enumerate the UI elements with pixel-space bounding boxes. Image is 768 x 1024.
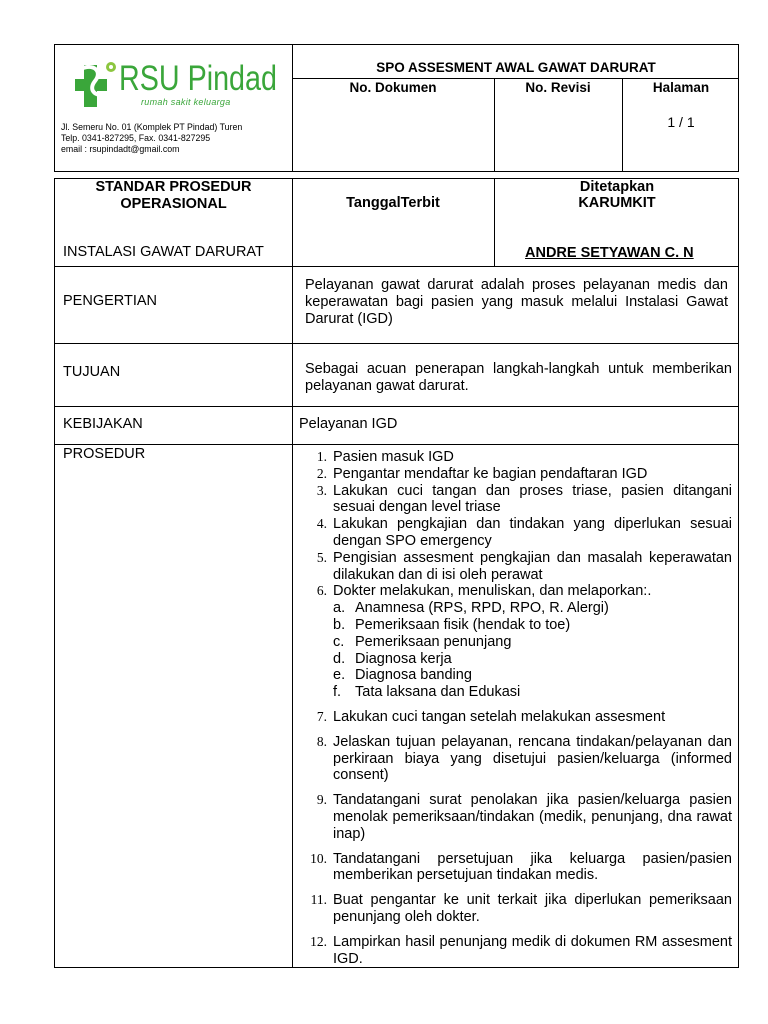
sub-list-item	[333, 651, 732, 668]
divider	[55, 266, 738, 267]
item-text: Buat pengantar ke unit terkait jika diperlukan pemeriksaan penunjang oleh dokter.	[333, 892, 732, 925]
divider	[292, 179, 293, 967]
sub-list-item	[333, 600, 732, 617]
standar-prosedur-label: STANDAR PROSEDUR OPERASIONAL	[95, 179, 252, 212]
sub-item-text: Diagnosa kerja	[355, 650, 452, 667]
instalasi-label: INSTALASI GAWAT DARURAT	[63, 244, 264, 260]
divider	[55, 343, 738, 344]
item-number: 11.	[310, 892, 327, 908]
sub-item-text: Pemeriksaan penunjang	[355, 633, 512, 650]
sub-item-text: Diagnosa banding	[355, 667, 472, 684]
sub-list-item	[333, 634, 732, 651]
logo-cross-icon	[73, 59, 119, 109]
item-text: Pasien masuk IGD	[333, 449, 454, 465]
item-text: Jelaskan tujuan pelayanan, rencana tindakan/pelayanan dan perkiraan biaya yang disetujui pasien/keluarga (informed consent)	[333, 733, 732, 784]
item-number: 7.	[316, 708, 327, 724]
list-item	[305, 466, 732, 483]
tujuan-label: TUJUAN	[63, 364, 121, 380]
item-number: 3.	[316, 482, 327, 498]
item-text: Lampirkan hasil penunjang medik di dokumen RM assesment IGD.	[333, 933, 732, 967]
sub-item-text: Pemeriksaan fisik (hendak to toe)	[355, 616, 571, 633]
sub-list-item	[333, 667, 732, 684]
email-line: email : rsupindadt@gmail.com	[61, 144, 180, 154]
address-line: Jl. Semeru No. 01 (Komplek PT Pindad) Turen	[61, 122, 243, 132]
item-number: 2.	[316, 465, 327, 481]
divider	[55, 444, 738, 445]
tanggal-terbit-label: TanggalTerbit	[346, 195, 440, 211]
signatory-name: ANDRE SETYAWAN C. N	[525, 245, 694, 261]
pengertian-label: PENGERTIAN	[63, 293, 158, 309]
sub-item-text: Tata laksana dan Edukasi	[355, 684, 521, 701]
list-item	[305, 851, 732, 885]
item-number: 8.	[316, 733, 327, 749]
list-item	[305, 734, 732, 784]
document-title: SPO ASSESMENT AWAL GAWAT DARURAT	[376, 60, 656, 75]
col-no-revisi: No. Revisi	[525, 80, 591, 95]
list-item	[305, 709, 732, 726]
list-item	[305, 449, 732, 466]
item-number: 9.	[316, 792, 327, 808]
list-item	[305, 934, 732, 968]
sub-item-letter: c.	[333, 633, 345, 650]
list-item	[305, 550, 732, 584]
hospital-logo	[73, 57, 277, 109]
ditetapkan-label: Ditetapkan	[579, 179, 655, 195]
logo-tagline: rumah sakit keluarga	[141, 97, 231, 107]
item-text: Tandatangani persetujuan jika keluarga pasien/pasien memberikan persetujuan tindakan medis.	[333, 850, 732, 884]
col-halaman: Halaman	[652, 80, 710, 95]
kebijakan-text: Pelayanan IGD	[299, 416, 398, 432]
col-no-dokumen: No. Dokumen	[349, 80, 437, 95]
prosedur-list	[305, 449, 732, 967]
divider	[292, 78, 738, 79]
item-text: Lakukan cuci tangan dan proses triase, pasien ditangani sesuai dengan level triase	[333, 482, 732, 516]
sub-item-letter: e.	[333, 667, 346, 684]
sub-list-item	[333, 684, 732, 701]
phone-line: Telp. 0341-827295, Fax. 0341-827295	[61, 133, 211, 143]
sub-item-letter: b.	[333, 616, 346, 633]
item-number: 5.	[316, 549, 327, 565]
item-text: Lakukan cuci tangan setelah melakukan assesment	[333, 708, 666, 725]
item-number: 10.	[310, 850, 327, 866]
item-text: Pengantar mendaftar ke bagian pendaftaran IGD	[333, 465, 648, 482]
item-text: Pengisian assesment pengkajian dan masalah keperawatan dilakukan dan di isi oleh perawat	[333, 549, 732, 583]
sub-item-text: Anamnesa (RPS, RPD, RPO, R. Alergi)	[355, 600, 609, 617]
sub-item-letter: a.	[333, 600, 346, 617]
document-header	[54, 44, 739, 172]
list-item	[305, 892, 732, 926]
item-text: Dokter melakukan, menuliskan, dan melaporkan:.	[333, 583, 652, 600]
kebijakan-label: KEBIJAKAN	[63, 416, 143, 432]
sub-list	[333, 600, 732, 701]
item-number: 4.	[316, 516, 327, 532]
logo-text: RSU Pindad	[119, 59, 277, 98]
list-item	[305, 483, 732, 517]
pengertian-text: Pelayanan gawat darurat adalah proses pelayanan medis dan keperawatan bagi pasien yang masuk melalui Instalasi Gawat Darurat (IGD)	[305, 277, 728, 327]
list-item	[305, 516, 732, 550]
prosedur-label: PROSEDUR	[63, 446, 146, 462]
sub-item-letter: f.	[333, 684, 342, 701]
item-text: Lakukan pengkajian dan tindakan yang diperlukan sesuai dengan SPO emergency	[333, 516, 732, 549]
item-number: 6.	[316, 583, 327, 599]
list-item	[305, 583, 732, 701]
item-number: 12.	[310, 933, 327, 949]
halaman-value: 1 / 1	[667, 114, 695, 130]
hospital-address	[61, 122, 242, 155]
item-text: Tandatangani surat penolakan jika pasien/keluarga pasien menolak pemeriksaan/tindakan (medik, penunjang, dna rawat inap)	[333, 792, 732, 842]
karumkit-label: KARUMKIT	[578, 195, 656, 211]
tujuan-text: Sebagai acuan penerapan langkah-langkah untuk memberikan pelayanan gawat darurat.	[305, 361, 732, 394]
sub-item-letter: d.	[333, 650, 346, 667]
list-item	[305, 792, 732, 842]
spo-table	[54, 178, 739, 968]
item-number: 1.	[316, 449, 327, 464]
divider	[55, 406, 738, 407]
sub-list-item	[333, 617, 732, 634]
